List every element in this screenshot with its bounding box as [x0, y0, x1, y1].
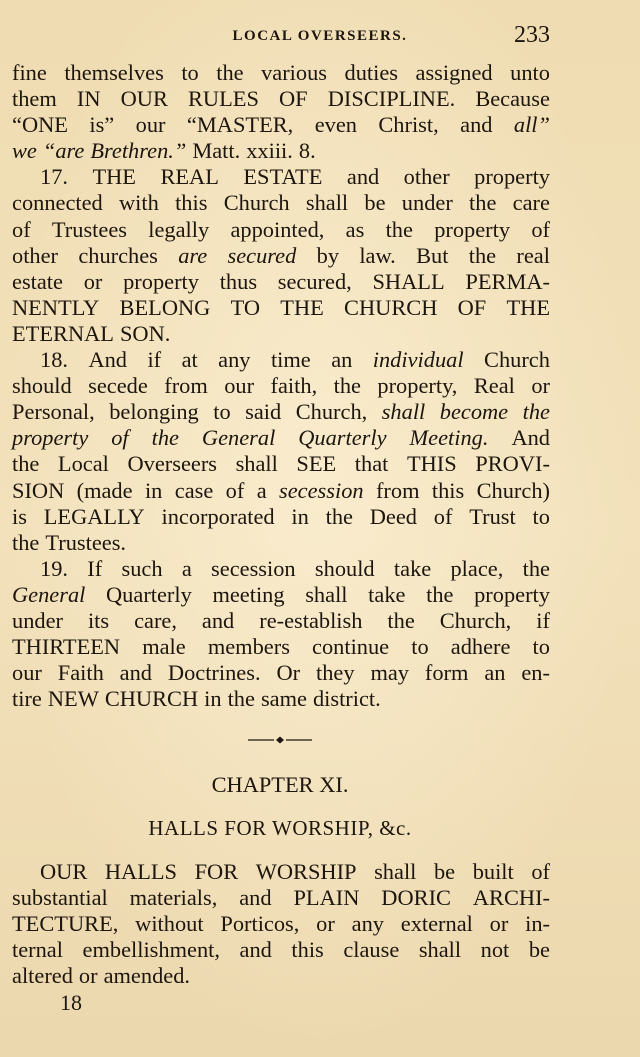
word: case: [174, 477, 214, 503]
word: property: [474, 164, 550, 190]
word: Because: [475, 86, 550, 112]
word: our: [135, 112, 166, 138]
word: our: [12, 660, 42, 686]
word: Brethren.”: [90, 138, 187, 164]
word: incorporated: [161, 503, 275, 529]
word: Christ,: [378, 112, 439, 138]
word: Quarterly: [106, 581, 192, 607]
word: And: [88, 347, 127, 373]
word: NEW: [47, 686, 99, 712]
word: this: [431, 477, 465, 503]
word: to: [532, 503, 550, 529]
word: shall: [374, 859, 417, 884]
word: time: [270, 347, 311, 373]
word: our: [224, 373, 255, 399]
word: the: [522, 399, 550, 425]
word: the: [469, 190, 497, 216]
word: shall: [305, 581, 348, 607]
word: form: [424, 660, 469, 686]
text-line: [12, 425, 550, 451]
word: NENTLY: [12, 294, 100, 320]
word: Real: [473, 373, 515, 399]
text-line: [12, 399, 550, 425]
text-line: [12, 582, 550, 608]
word: General: [12, 581, 86, 607]
word: the: [12, 451, 40, 477]
word: take: [368, 581, 406, 607]
word: law.: [359, 242, 396, 268]
word: tire: [12, 686, 42, 712]
running-title: LOCAL OVERSEERS.: [232, 28, 408, 44]
word: property: [434, 216, 511, 242]
word: them: [12, 86, 57, 112]
word: care,: [134, 607, 177, 633]
section-title: HALLS FOR WORSHIP, &c.: [148, 816, 412, 840]
word: shall: [235, 451, 278, 477]
word: DORIC: [381, 885, 451, 911]
word: various: [261, 60, 328, 85]
text-line: [12, 478, 550, 504]
text-line: [12, 963, 550, 989]
word: adhere: [450, 634, 511, 660]
text-line: [12, 660, 550, 686]
word: of: [225, 477, 245, 503]
word: ESTATE: [243, 164, 323, 190]
word: WORSHIP: [255, 859, 357, 884]
word: meeting: [212, 581, 285, 607]
word: in: [204, 686, 222, 712]
word: ETERNAL: [12, 320, 114, 346]
chapter-title: CHAPTER XI.: [211, 772, 349, 797]
word: 17.: [40, 164, 68, 190]
word: built: [472, 859, 514, 884]
word: in: [144, 477, 163, 503]
word: external: [400, 911, 473, 937]
word: DISCIPLINE.: [327, 86, 456, 112]
word: 8.: [298, 138, 316, 164]
word: real: [516, 242, 550, 268]
word: ternal: [12, 937, 63, 963]
word: at: [181, 347, 198, 373]
word: from: [375, 477, 420, 503]
signature-mark: 18: [60, 990, 82, 1015]
word: any: [218, 347, 251, 373]
word: RULES: [187, 86, 259, 112]
word: CHURCH: [104, 686, 199, 712]
word: should: [314, 555, 375, 581]
word: Trust: [469, 503, 516, 529]
word: secured,: [277, 268, 352, 294]
word: and: [239, 885, 272, 911]
word: connected: [12, 190, 103, 216]
word: But: [416, 242, 449, 268]
word: without: [135, 911, 204, 937]
word: said: [245, 399, 282, 425]
word: under: [12, 607, 63, 633]
word: clause: [343, 937, 400, 963]
word: the: [325, 503, 353, 529]
word: xxiii.: [246, 138, 293, 164]
word: with: [119, 190, 159, 216]
text-line: [12, 686, 550, 712]
word: place,: [450, 555, 504, 581]
word: in-: [525, 911, 550, 937]
word: to: [181, 60, 199, 85]
section-body: [12, 859, 550, 989]
word: if: [147, 347, 162, 373]
word: Meeting.: [409, 425, 489, 451]
word: this: [175, 190, 208, 216]
word: under: [401, 190, 453, 216]
word: “ONE: [12, 112, 68, 138]
word: PROVI-: [475, 451, 550, 477]
word: and: [119, 660, 153, 686]
word: OUR: [40, 859, 88, 884]
text-line: [12, 138, 550, 164]
word: even: [314, 112, 357, 138]
word: TO: [230, 294, 261, 320]
word: property: [123, 268, 199, 294]
word: or: [489, 911, 509, 937]
text-line: [12, 937, 550, 963]
word: in: [291, 503, 309, 529]
text-line: [12, 112, 550, 138]
word: belonging: [109, 399, 199, 425]
word: Quarterly: [298, 425, 387, 451]
word: members: [207, 634, 290, 660]
word: become: [439, 399, 509, 425]
word: THE: [280, 294, 324, 320]
word: a: [181, 555, 192, 581]
word: faith,: [270, 373, 318, 399]
word: Matt.: [192, 138, 241, 164]
word: a: [256, 477, 267, 503]
word: the: [216, 60, 244, 85]
word: SEE: [296, 451, 337, 477]
word: and: [460, 112, 493, 138]
word: be: [433, 859, 456, 884]
text-line: [12, 164, 550, 190]
word: churches: [78, 242, 158, 268]
text-line: [12, 608, 550, 634]
word: they: [315, 660, 355, 686]
word: individual: [372, 347, 464, 373]
text-line: [12, 504, 550, 530]
word: care: [512, 190, 550, 216]
section-divider-ornament: [248, 736, 312, 744]
word: all”: [513, 112, 550, 138]
word: CHURCH: [344, 294, 438, 320]
word: FOR: [194, 859, 239, 884]
word: And: [511, 425, 550, 451]
word: or: [316, 911, 335, 937]
word: is: [12, 503, 27, 529]
text-line: [12, 321, 550, 347]
word: TECTURE,: [12, 911, 119, 937]
word: property: [474, 581, 550, 607]
word: ARCHI-: [472, 885, 550, 911]
text-line: [12, 530, 550, 556]
word: re-establish: [259, 607, 363, 633]
word: shall: [305, 190, 349, 216]
word: the: [522, 555, 550, 581]
text-line: [12, 885, 550, 911]
word: should: [12, 373, 72, 399]
word: amended.: [103, 963, 190, 989]
word: the: [426, 581, 454, 607]
word: the: [12, 529, 40, 555]
word: “MASTER,: [186, 112, 294, 138]
word: substantial: [12, 885, 108, 911]
word: take: [393, 555, 432, 581]
word: the: [468, 242, 497, 268]
word: same: [260, 686, 307, 712]
word: themselves: [64, 60, 164, 85]
word: property: [12, 425, 89, 451]
word: other: [403, 164, 450, 190]
word: of: [531, 216, 550, 242]
word: any: [351, 911, 384, 937]
word: REAL: [160, 164, 219, 190]
text-line: [12, 911, 550, 937]
text-line: [12, 373, 550, 399]
word: Church,: [439, 607, 512, 633]
word: such: [121, 555, 163, 581]
word: IN: [76, 86, 101, 112]
word: may: [370, 660, 409, 686]
word: by: [316, 242, 340, 268]
word: embellishment,: [82, 937, 220, 963]
word: or: [78, 963, 98, 989]
word: Overseers: [127, 451, 217, 477]
word: 19.: [40, 555, 68, 581]
word: an: [331, 347, 353, 373]
word: secede: [88, 373, 148, 399]
page-number: 233: [514, 22, 550, 48]
word: the: [385, 216, 413, 242]
word: THE: [92, 164, 136, 190]
word: of: [111, 425, 129, 451]
word: of: [531, 859, 550, 884]
word: an: [484, 660, 506, 686]
word: THIRTEEN: [12, 634, 121, 660]
word: SION: [12, 477, 65, 503]
word: Porticos,: [220, 911, 300, 937]
word: fine: [12, 60, 47, 85]
body-text: [12, 60, 550, 712]
word: to: [532, 634, 550, 660]
word: Trustees.: [45, 529, 127, 555]
word: or: [83, 268, 103, 294]
word: HALLS: [104, 859, 178, 884]
word: of: [433, 503, 453, 529]
word: OUR: [120, 86, 168, 112]
word: shall: [381, 399, 426, 425]
word: be: [528, 937, 550, 963]
word: Trustees: [51, 216, 127, 242]
word: If: [87, 555, 103, 581]
text-line: [12, 190, 550, 216]
word: is”: [89, 112, 115, 138]
word: materials,: [129, 885, 218, 911]
word: the: [227, 686, 255, 712]
word: to: [411, 634, 429, 660]
word: continue: [312, 634, 390, 660]
word: Or: [276, 660, 301, 686]
text-line: [12, 451, 550, 477]
text-line: [12, 217, 550, 243]
text-line: [12, 60, 550, 86]
word: appointed,: [230, 216, 325, 242]
word: male: [142, 634, 186, 660]
word: the: [333, 373, 361, 399]
word: PERMA-: [465, 268, 550, 294]
word: Doctrines.: [167, 660, 261, 686]
text-line: [12, 347, 550, 373]
word: Church,: [295, 399, 368, 425]
word: THIS: [406, 451, 457, 477]
word: to: [213, 399, 231, 425]
word: if: [536, 607, 550, 633]
text-line: [12, 86, 550, 112]
word: assigned: [415, 60, 493, 85]
running-head: [0, 22, 640, 52]
word: its: [87, 607, 110, 633]
word: 18.: [40, 347, 68, 373]
word: or: [531, 373, 550, 399]
word: shall: [418, 937, 462, 963]
word: are: [178, 242, 208, 268]
word: secession: [279, 477, 364, 503]
word: legally: [148, 216, 210, 242]
word: OF: [457, 294, 487, 320]
word: other: [12, 242, 59, 268]
word: of: [12, 216, 31, 242]
word: “are: [42, 138, 85, 164]
word: SON.: [119, 320, 171, 346]
text-line: [12, 269, 550, 295]
word: OF: [279, 86, 308, 112]
word: Church): [476, 477, 550, 503]
word: Local: [57, 451, 109, 477]
word: the: [387, 607, 415, 633]
word: duties: [344, 60, 398, 85]
word: secession: [211, 555, 296, 581]
word: be: [364, 190, 386, 216]
word: Church: [484, 347, 550, 373]
word: secured: [227, 242, 297, 268]
word: from: [164, 373, 208, 399]
word: as: [345, 216, 365, 242]
word: Church: [223, 190, 290, 216]
text-line: [12, 859, 550, 885]
word: and: [201, 607, 235, 633]
word: this: [291, 937, 324, 963]
word: SHALL: [372, 268, 445, 294]
word: LEGALLY: [43, 503, 145, 529]
word: thus: [219, 268, 258, 294]
word: (made: [76, 477, 133, 503]
word: Personal,: [12, 399, 95, 425]
word: General: [201, 425, 276, 451]
word: not: [480, 937, 510, 963]
text-line: [12, 556, 550, 582]
word: Deed: [369, 503, 418, 529]
word: and: [239, 937, 272, 963]
word: BELONG: [119, 294, 211, 320]
text-line: [12, 243, 550, 269]
word: the: [151, 425, 179, 451]
word: Faith: [57, 660, 104, 686]
word: that: [354, 451, 389, 477]
word: estate: [12, 268, 63, 294]
word: unto: [510, 60, 550, 85]
text-line: [12, 295, 550, 321]
word: property,: [377, 373, 458, 399]
text-line: [12, 634, 550, 660]
word: and: [346, 164, 380, 190]
word: we: [12, 138, 37, 164]
word: en-: [521, 660, 550, 686]
word: PLAIN: [293, 885, 360, 911]
word: altered: [12, 963, 73, 989]
word: district.: [312, 686, 381, 712]
word: THE: [506, 294, 550, 320]
